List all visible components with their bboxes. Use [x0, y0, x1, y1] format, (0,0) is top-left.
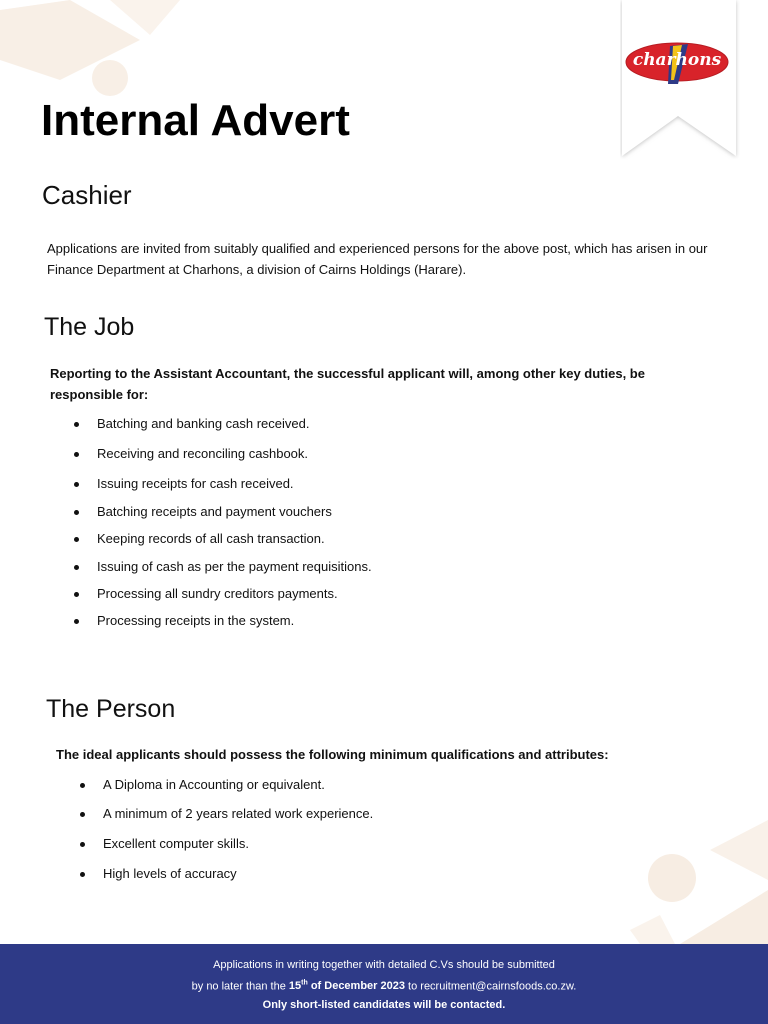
bullet-icon [80, 812, 85, 817]
person-lead-text: The ideal applicants should possess the following minimum qualifications and attributes: [56, 747, 609, 762]
decorative-shape-top-left [0, 0, 200, 110]
job-lead-text: Reporting to the Assistant Accountant, the successful applicant will, among other key duties, be responsible for: [50, 366, 645, 402]
footer-line-1: Applications in writing together with detailed C.Vs should be submitted [213, 959, 555, 971]
intro-paragraph: Applications are invited from suitably qualified and experienced persons for the above post, which has arisen in our Finance Department at Charhons, a division of Cairns Holdings (Harare). [47, 241, 708, 277]
bullet-icon [74, 452, 79, 457]
person-heading: The Person [46, 695, 176, 723]
charhons-logo [624, 38, 730, 88]
bullet-icon [74, 537, 79, 542]
bullet-icon [74, 422, 79, 427]
page-title: Internal Advert [41, 96, 350, 145]
bullet-icon [74, 510, 79, 515]
position-title: Cashier [42, 180, 132, 210]
footer-banner [0, 944, 768, 1024]
deadline-date: 15th of December 2023 [288, 979, 405, 993]
footer-line-2: by no later than the 15th of December 2023 to recruitment@cairnsfoods.co.zw. [191, 979, 577, 993]
decorative-shape-bottom-right [620, 820, 768, 944]
footer-line-3: Only short-listed candidates will be contacted. [262, 998, 506, 1011]
job-heading: The Job [44, 313, 135, 341]
bullet-icon [74, 619, 79, 624]
bullet-icon [80, 842, 85, 847]
bullet-icon [74, 592, 79, 597]
bullet-icon [80, 783, 85, 788]
email-address: to recruitment@cairnsfoods.co.zw. [408, 980, 577, 993]
bullet-icon [74, 482, 79, 487]
bullet-icon [80, 872, 85, 877]
bullet-icon [74, 565, 79, 570]
logo-text: charhons [632, 50, 722, 70]
